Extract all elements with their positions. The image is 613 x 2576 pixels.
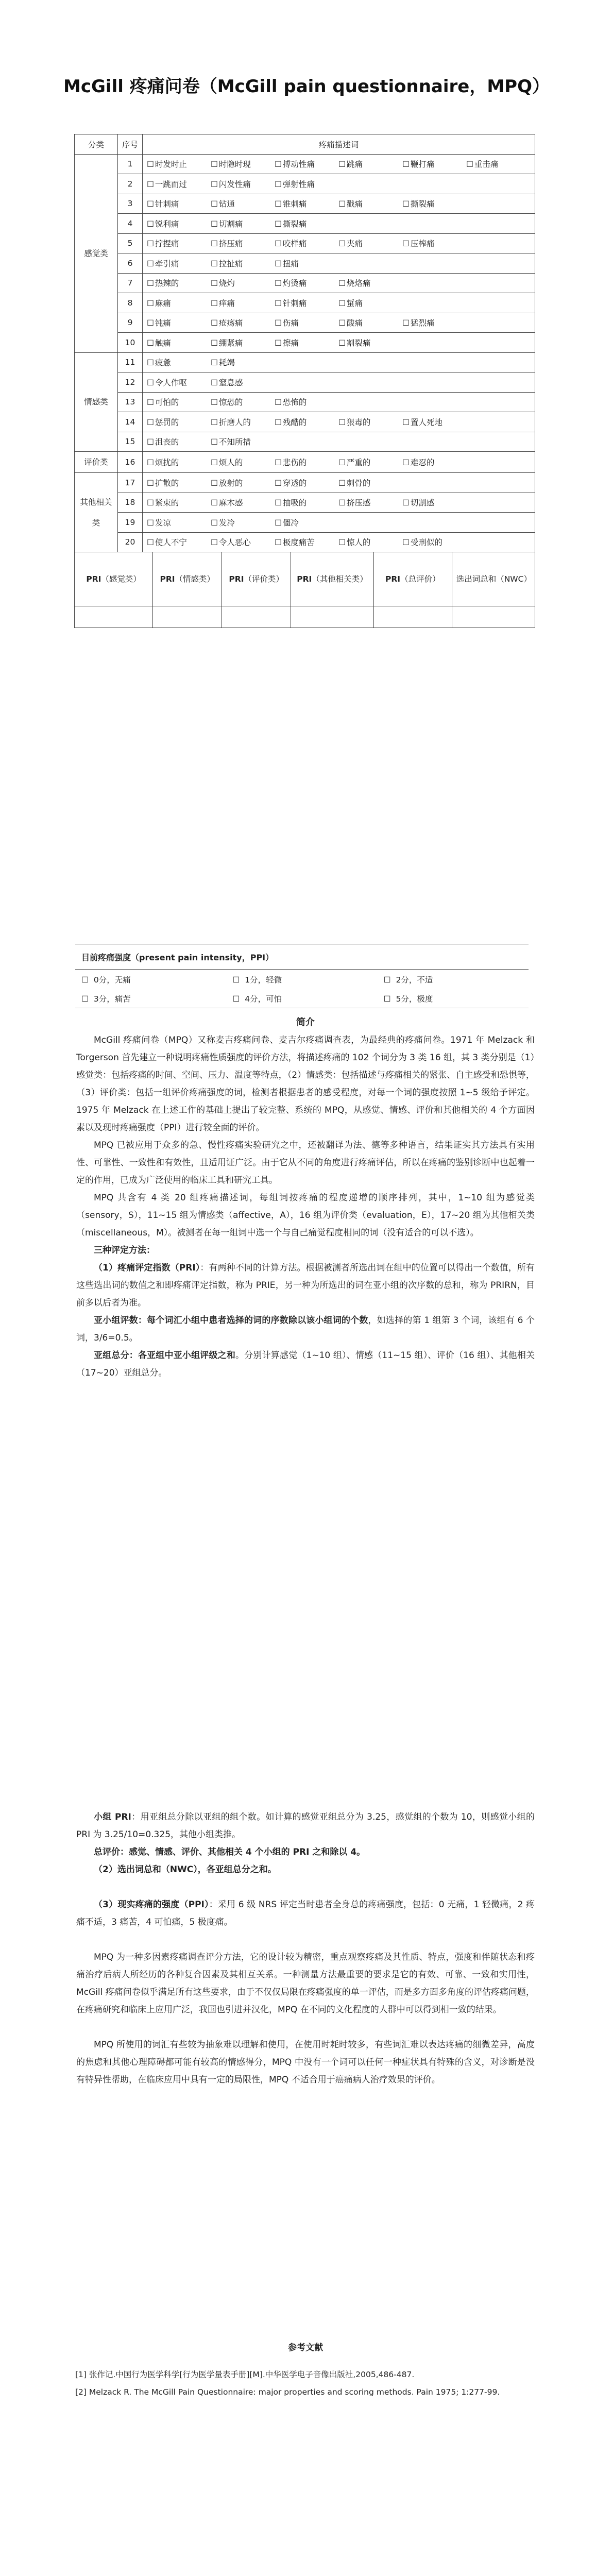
descriptor-checkbox[interactable]: ☐ 麻痛 (147, 297, 211, 309)
summary-label-text: （评价类） (244, 574, 284, 584)
descriptor-checkbox[interactable]: ☐ 触痛 (147, 337, 211, 348)
descriptor-checkbox[interactable]: ☐ 放射的 (211, 477, 275, 488)
descriptor-row (75, 473, 535, 493)
descriptor-words (143, 372, 535, 393)
row-number: 7 (118, 273, 143, 293)
category-label: 其他相关类 (75, 473, 118, 552)
descriptor-checkbox[interactable]: ☐ 撕裂痛 (402, 198, 466, 209)
summary-label (452, 552, 535, 606)
descriptor-checkbox[interactable]: ☐ 压榨痛 (402, 238, 466, 249)
descriptor-checkbox[interactable]: ☐ 跳痛 (338, 158, 402, 170)
descriptor-words (143, 473, 535, 493)
descriptor-row (75, 194, 535, 214)
row-number: 16 (118, 452, 143, 473)
summary-score-cell[interactable] (222, 606, 291, 628)
summary-label-text: 选出词总和（NWC） (456, 574, 532, 584)
descriptor-checkbox[interactable]: ☐ 僵冷 (275, 517, 338, 528)
page-title: McGill 疼痛问卷（McGill pain questionnaire，MPQ） (63, 76, 550, 97)
descriptor-row (75, 154, 535, 174)
descriptor-checkbox[interactable]: ☐ 恐怖的 (275, 396, 338, 408)
descriptor-checkbox[interactable]: ☐ 热辣的 (147, 277, 211, 289)
descriptor-checkbox[interactable]: ☐ 烧灼 (211, 277, 275, 289)
method-2: （2）选出词总和（NWC），各亚组总分之和。 (94, 1865, 277, 1875)
ppi-option-5[interactable]: ☐ 5分，极度 (378, 989, 529, 1008)
methods-heading: 三种评定方法： (94, 1245, 155, 1256)
descriptor-row (75, 432, 535, 452)
header-category: 分类 (75, 134, 118, 155)
descriptor-checkbox[interactable]: ☐ 耗竭 (211, 357, 275, 368)
descriptor-checkbox[interactable]: ☐ 猛烈痛 (402, 317, 466, 328)
descriptor-checkbox[interactable]: ☐ 烦人的 (211, 456, 275, 468)
descriptor-checkbox[interactable]: ☐ 时发时止 (147, 158, 211, 170)
group-total-lead: 亚组总分：各亚组中亚小组评级之和 (94, 1350, 236, 1361)
descriptor-words (143, 293, 535, 313)
descriptor-checkbox[interactable]: ☐ 切割感 (402, 497, 466, 508)
descriptor-row (75, 392, 535, 412)
descriptor-checkbox[interactable]: ☐ 蜇痛 (338, 297, 402, 309)
row-number: 20 (118, 532, 143, 552)
descriptor-row (75, 452, 535, 473)
descriptor-row (75, 253, 535, 274)
intro-heading: 简介 (296, 1017, 315, 1028)
method-1-lead: （1）疼痛评定指数（PRI） (94, 1263, 200, 1273)
category-label: 评价类 (75, 452, 118, 473)
descriptor-checkbox[interactable]: ☐ 穿透的 (275, 477, 338, 488)
descriptor-words (143, 214, 535, 234)
summary-label-text: （情感类） (175, 574, 215, 584)
descriptor-words (143, 493, 535, 513)
row-number: 15 (118, 432, 143, 452)
descriptor-checkbox[interactable]: ☐ 擦痛 (275, 337, 338, 348)
descriptor-checkbox[interactable]: ☐ 钝痛 (147, 317, 211, 328)
descriptor-row (75, 293, 535, 313)
descriptor-checkbox[interactable]: ☐ 残酷的 (275, 416, 338, 428)
row-number: 10 (118, 333, 143, 353)
descriptor-checkbox[interactable]: ☐ 烧烙痛 (338, 277, 402, 289)
row-number: 13 (118, 392, 143, 412)
row-number: 5 (118, 233, 143, 253)
summary-score-cell[interactable] (153, 606, 222, 628)
descriptor-checkbox[interactable]: ☐ 割裂痛 (338, 337, 402, 348)
sub-total-text: ，如选择的第 1 组第 3 个词，该组有 6 个词，3/6=0.5。 (76, 1315, 535, 1343)
descriptor-checkbox[interactable]: ☐ 严重的 (338, 456, 402, 468)
scoring-section (76, 1808, 535, 2089)
descriptor-checkbox[interactable]: ☐ 鞭打痛 (402, 158, 466, 170)
descriptor-checkbox[interactable]: ☐ 拧捏痛 (147, 238, 211, 249)
reference-1: [1] 张作记.中国行为医学科学[行为医学量表手册][M].中华医学电子音像出版社,2005,486-487. (75, 2370, 415, 2379)
descriptor-words (143, 273, 535, 293)
descriptor-checkbox[interactable]: ☐ 折磨人的 (211, 416, 275, 428)
descriptor-checkbox[interactable]: ☐ 令人恶心 (211, 536, 275, 548)
descriptor-words (143, 392, 535, 412)
descriptor-checkbox[interactable]: ☐ 灼烫痛 (275, 277, 338, 289)
descriptor-words (143, 333, 535, 353)
descriptor-row (75, 233, 535, 253)
references-heading: 参考文献 (288, 2343, 323, 2353)
summary-score-cell[interactable] (291, 606, 374, 628)
row-number: 4 (118, 214, 143, 234)
total-eval-rule: 总评价：感觉、情感、评价、其他相关 4 个小组的 PRI 之和除以 4。 (94, 1847, 366, 1857)
descriptor-checkbox[interactable]: ☐ 痒痛 (211, 297, 275, 309)
row-number: 8 (118, 293, 143, 313)
references-section (75, 2339, 536, 2401)
descriptor-row (75, 412, 535, 432)
descriptor-row (75, 333, 535, 353)
descriptor-checkbox[interactable]: ☐ 惩罚的 (147, 416, 211, 428)
row-number: 3 (118, 194, 143, 214)
descriptor-checkbox[interactable]: ☐ 伤痛 (275, 317, 338, 328)
descriptor-checkbox[interactable]: ☐ 紧束的 (147, 497, 211, 508)
row-number: 14 (118, 412, 143, 432)
descriptor-checkbox[interactable]: ☐ 重击痛 (466, 158, 530, 170)
summary-label-bold: PRI (86, 574, 101, 584)
pri-score-row (75, 606, 535, 628)
descriptor-checkbox[interactable]: ☐ 锐利痛 (147, 218, 211, 229)
descriptor-checkbox[interactable]: ☐ 一跳而过 (147, 178, 211, 190)
descriptor-checkbox[interactable]: ☐ 针刺痛 (275, 297, 338, 309)
header-descriptors: 疼痛描述词 (143, 134, 535, 155)
ppi-option-0[interactable]: ☐ 0分，无痛 (75, 970, 226, 989)
descriptor-row (75, 493, 535, 513)
descriptor-checkbox[interactable]: ☐ 锥刺痛 (275, 198, 338, 209)
descriptor-row (75, 214, 535, 234)
summary-label-text: （其他相关类） (312, 574, 368, 584)
descriptor-checkbox[interactable]: ☐ 咬样痛 (275, 238, 338, 249)
descriptor-checkbox[interactable]: ☐ 撕裂痛 (275, 218, 338, 229)
summary-label-bold: PRI (385, 574, 401, 584)
header-number: 序号 (118, 134, 143, 155)
descriptor-checkbox[interactable]: ☐ 置人死地 (402, 416, 466, 428)
descriptor-checkbox[interactable]: ☐ 扩散的 (147, 477, 211, 488)
descriptor-checkbox[interactable]: ☐ 时隐时现 (211, 158, 275, 170)
summary-label-bold: PRI (160, 574, 175, 584)
descriptor-checkbox[interactable]: ☐ 发凉 (147, 517, 211, 528)
summary-label (153, 552, 222, 606)
row-number: 6 (118, 253, 143, 274)
descriptor-checkbox[interactable]: ☐ 戳痛 (338, 198, 402, 209)
summary-score-cell[interactable] (452, 606, 535, 628)
ppi-header: 目前疼痛强度（present pain intensity，PPI） (75, 944, 529, 970)
descriptor-checkbox[interactable]: ☐ 悲伤的 (275, 456, 338, 468)
ppi-option-2[interactable]: ☐ 2分，不适 (378, 970, 529, 989)
summary-label (222, 552, 291, 606)
descriptor-checkbox[interactable]: ☐ 抽吸的 (275, 497, 338, 508)
descriptor-checkbox[interactable]: ☐ 令人作呕 (147, 377, 211, 388)
descriptor-checkbox[interactable]: ☐ 受刑似的 (402, 536, 466, 548)
intro-section (76, 1014, 535, 1382)
descriptor-words (143, 194, 535, 214)
method-3 (76, 1896, 535, 1931)
row-number: 2 (118, 174, 143, 194)
descriptor-checkbox[interactable]: ☐ 狠毒的 (338, 416, 402, 428)
intro-paragraph-3: MPQ 共含有 4 类 20 组疼痛描述词，每组词按疼痛的程度递增的顺序排列，其中，1~10 组为感觉类（sensory，S），11~15 组为情感类（affective，A），16 组为评价类（evaluation，E），17~20 组为其他相关类（miscellaneous，M）。被测者在每一组词中选一个与自己痛觉程度相同的词（没有适合的可以不选）。 (76, 1193, 535, 1238)
descriptor-words (143, 412, 535, 432)
descriptor-row (75, 313, 535, 333)
row-number: 17 (118, 473, 143, 493)
descriptor-checkbox[interactable]: ☐ 酸痛 (338, 317, 402, 328)
descriptor-checkbox[interactable]: ☐ 惊人的 (338, 536, 402, 548)
descriptor-checkbox[interactable]: ☐ 拉扯痛 (211, 258, 275, 269)
row-number: 12 (118, 372, 143, 393)
descriptor-checkbox[interactable]: ☐ 可怕的 (147, 396, 211, 408)
descriptor-checkbox[interactable]: ☐ 针刺痛 (147, 198, 211, 209)
descriptor-row (75, 174, 535, 194)
descriptor-words (143, 313, 535, 333)
sub-total-rule (76, 1312, 535, 1347)
row-number: 19 (118, 513, 143, 533)
summary-label-text: （总评价） (400, 574, 440, 584)
descriptor-checkbox[interactable]: ☐ 绷紧痛 (211, 337, 275, 348)
descriptor-words (143, 513, 535, 533)
descriptor-checkbox[interactable]: ☐ 疲惫 (147, 357, 211, 368)
ppi-option-1[interactable]: ☐ 1分，轻微 (226, 970, 377, 989)
descriptor-checkbox[interactable]: ☐ 烦扰的 (147, 456, 211, 468)
descriptor-checkbox[interactable]: ☐ 切割痛 (211, 218, 275, 229)
method-3-text: ：采用 6 级 NRS 评定当时患者全身总的疼痛强度，包括：0 无痛，1 轻微痛，2 疼痛不适，3 痛苦，4 可怕痛，5 极度痛。 (76, 1900, 535, 1927)
descriptor-checkbox[interactable]: ☐ 钻通 (211, 198, 275, 209)
small-pri-lead: 小组 PRI (94, 1812, 131, 1822)
descriptor-checkbox[interactable]: ☐ 发冷 (211, 517, 275, 528)
category-label: 情感类 (75, 352, 118, 452)
descriptor-table (74, 134, 535, 628)
descriptor-checkbox[interactable]: ☐ 使人不宁 (147, 536, 211, 548)
summary-label-text: （感觉类） (101, 574, 141, 584)
descriptor-words (143, 352, 535, 372)
method-1-text: ：有两种不同的计算方法。根据被测者所选出词在组中的位置可以得出一个数值，所有这些选出词的数值之和即疼痛评定指数，称为 PRIE，另一种为所选出的词在亚小组的次序数的总和，称为 PRIRN，目前多以后者为准。 (76, 1263, 535, 1308)
ppi-option-4[interactable]: ☐ 4分，可怕 (226, 989, 377, 1008)
descriptor-checkbox[interactable]: ☐ 扭痛 (275, 258, 338, 269)
descriptor-words (143, 154, 535, 174)
ppi-option-3[interactable]: ☐ 3分，痛苦 (75, 989, 226, 1008)
group-total-text: 。分别计算感觉（1~10 组）、情感（11~15 组）、评价（16 组）、其他相关（17~20）亚组总分。 (76, 1350, 535, 1378)
descriptor-checkbox[interactable]: ☐ 夹痛 (338, 238, 402, 249)
summary-label-bold: PRI (297, 574, 312, 584)
descriptor-checkbox[interactable]: ☐ 惊恐的 (211, 396, 275, 408)
descriptor-words (143, 452, 535, 473)
small-pri-text: ：用亚组总分除以亚组的组个数。如计算的感觉亚组总分为 3.25，感觉组的个数为 10，则感觉小组的 PRI 为 3.25/10=0.325，其他小组类推。 (76, 1812, 535, 1840)
descriptor-checkbox[interactable]: ☐ 搏动性痛 (275, 158, 338, 170)
category-label: 感觉类 (75, 154, 118, 352)
sub-total-lead: 亚小组评数：每个词汇小组中患者选择的词的序数除以该小组词的个数 (94, 1315, 368, 1326)
descriptor-row (75, 513, 535, 533)
descriptor-words (143, 253, 535, 274)
descriptor-checkbox[interactable]: ☐ 弹射性痛 (275, 178, 338, 190)
small-pri-rule (76, 1808, 535, 1843)
intro-paragraph-2: MPQ 已被应用于众多的急、慢性疼痛实验研究之中，还被翻译为法、德等多种语言，结果证实其方法具有实用性、可靠性、一致性和有效性，且适用证广泛。由于它从不同的角度进行疼痛评估，所以在疼痛的鉴别诊断中也起着一定的作用，已成为广泛使用的临床工具和研究工具。 (76, 1140, 535, 1185)
descriptor-words (143, 233, 535, 253)
summary-label-bold: PRI (229, 574, 244, 584)
descriptor-row (75, 352, 535, 372)
summary-paragraph-2: MPQ 所使用的词汇有些较为抽象难以理解和使用，在使用时耗时较多，有些词汇难以表达疼痛的细微差异，高度的焦虑和其他心理障碍都可能有较高的情感得分，MPQ 中没有一个词可以任何一种症状具有特殊的含义，对诊断是没有特异性帮助，在临床应用中具有一定的局限性，MPQ 不适合用于癌痛病人治疗效果的评价。 (76, 2040, 535, 2085)
descriptor-checkbox[interactable]: ☐ 极度痛苦 (275, 536, 338, 548)
method-1 (76, 1259, 535, 1312)
descriptor-words (143, 432, 535, 452)
descriptor-checkbox[interactable]: ☐ 窒息感 (211, 377, 275, 388)
method-3-lead: （3）现实疼痛的强度（PPI） (94, 1900, 209, 1910)
pri-summary-row (75, 552, 535, 606)
row-number: 11 (118, 352, 143, 372)
descriptor-checkbox[interactable]: ☐ 疮疡痛 (211, 317, 275, 328)
descriptor-checkbox[interactable]: ☐ 挤压痛 (211, 238, 275, 249)
descriptor-checkbox[interactable]: ☐ 刺骨的 (338, 477, 402, 488)
descriptor-checkbox[interactable]: ☐ 沮丧的 (147, 436, 211, 447)
row-number: 1 (118, 154, 143, 174)
descriptor-checkbox[interactable]: ☐ 不知所措 (211, 436, 275, 447)
descriptor-checkbox[interactable]: ☐ 闪发性痛 (211, 178, 275, 190)
summary-label (373, 552, 452, 606)
summary-score-cell[interactable] (373, 606, 452, 628)
summary-label (291, 552, 374, 606)
descriptor-checkbox[interactable]: ☐ 难忍的 (402, 456, 466, 468)
row-number: 9 (118, 313, 143, 333)
descriptor-row (75, 372, 535, 393)
descriptor-words (143, 174, 535, 194)
row-number: 18 (118, 493, 143, 513)
reference-2: [2] Melzack R. The McGill Pain Questionnaire: major properties and scoring methods. Pain 1975; 1:277-99. (75, 2387, 500, 2397)
descriptor-checkbox[interactable]: ☐ 麻木感 (211, 497, 275, 508)
intro-paragraph-1: McGill 疼痛问卷（MPQ）又称麦吉疼痛问卷、麦吉尔疼痛调查表，为最经典的疼痛问卷。1971 年 Melzack 和 Torgerson 首先建立一种说明疼痛性质强度的评价方法，将描述疼痛的 102 个词分为 3 类 16 组，其 3 类分别是（1）感觉类：包括疼痛的时间、空间、压力、温度等特点，（2）情感类：包括描述与疼痛相关的紧张、自主感受和恐惧等，（3）评价类：包括一组评价疼痛强度的词，检测者根据患者的感受程度，对每一个词的强度按照 1~5 级给予评定。1975 年 Melzack 在上述工作的基础上提出了较完整、系统的 MPQ，从感觉、情感、评价和其他相关的 4 个方面因素以及现时疼痛强度（PPI）进行较全面的评价。 (76, 1035, 535, 1133)
ppi-table (75, 944, 529, 1008)
descriptor-words (143, 532, 535, 552)
summary-paragraph-1: MPQ 为一种多因素疼痛调查评分方法，它的设计较为精密，重点观察疼痛及其性质、特点，强度和伴随状态和疼痛治疗后病人所经历的各种复合因素及其相互关系。一种测量方法最重要的要求是它的有效、可靠、一致和实用性，McGill 疼痛问卷似乎满足所有这些要求，由于不仅仅局限在疼痛强度的单一评估，而是多方面多角度的评估疼痛问题，在疼痛研究和临床上应用广泛，我国也引进并汉化，MPQ 在不同的文化程度的人群中可以得到相一致的结果。 (76, 1952, 535, 2015)
descriptor-row (75, 532, 535, 552)
summary-label (75, 552, 153, 606)
descriptor-checkbox[interactable]: ☐ 牵引痛 (147, 258, 211, 269)
group-total-rule (76, 1347, 535, 1382)
summary-score-cell[interactable] (75, 606, 153, 628)
descriptor-row (75, 273, 535, 293)
descriptor-checkbox[interactable]: ☐ 挤压感 (338, 497, 402, 508)
